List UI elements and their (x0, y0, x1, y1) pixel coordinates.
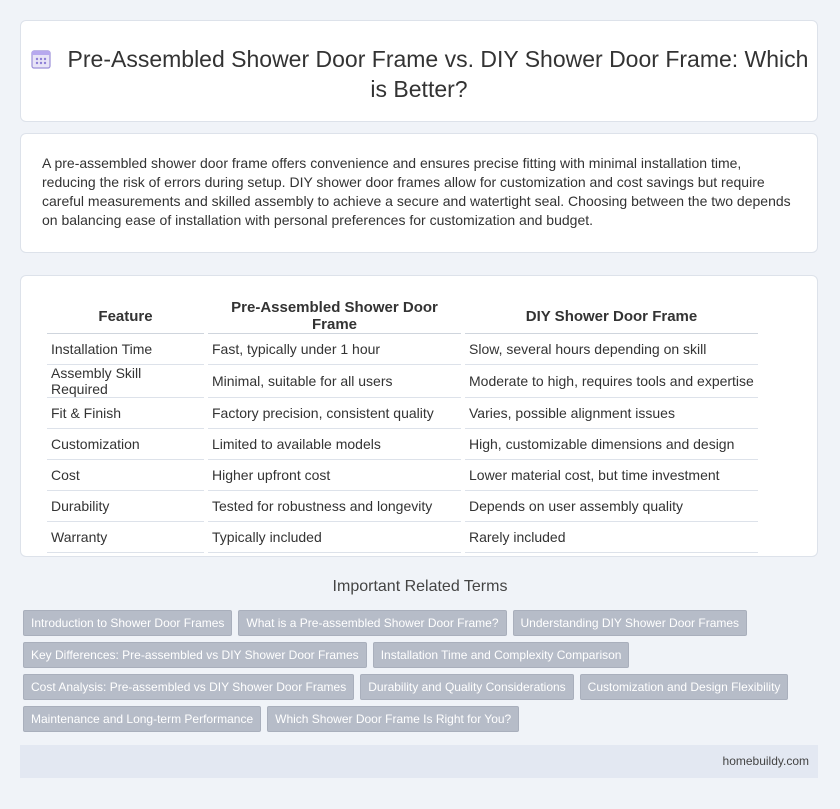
footer-site-link[interactable]: homebuildy.com (722, 754, 809, 768)
related-term-link[interactable]: Introduction to Shower Door Frames (23, 610, 232, 636)
title-card (20, 20, 818, 122)
table-cell: Installation Time (47, 334, 204, 365)
related-term-link[interactable]: Installation Time and Complexity Comparison (373, 642, 630, 668)
table-cell: Typically included (208, 522, 461, 553)
table-cell: Customization (47, 429, 204, 460)
table-cell: Factory precision, consistent quality (208, 398, 461, 429)
table-cell: Lower material cost, but time investment (465, 460, 758, 491)
tag-row (23, 674, 813, 700)
table-cell: Rarely included (465, 522, 758, 553)
tag-row (23, 642, 813, 668)
table-row (47, 429, 758, 460)
table-row (47, 460, 758, 491)
intro-paragraph: A pre-assembled shower door frame offers convenience and ensures precise fitting with minimal installation time, reducing the risk of errors during setup. DIY shower door frames allow for customization and cost savings but require careful measurements and skilled assembly to achieve a secure and watertight seal. Choosing between the two depends on balancing ease of installation with personal preferences for customization and budget. (42, 155, 791, 228)
page-title-wrap (21, 44, 817, 104)
related-term-link[interactable]: Cost Analysis: Pre-assembled vs DIY Shower Door Frames (23, 674, 354, 700)
table-cell: Varies, possible alignment issues (465, 398, 758, 429)
related-term-link[interactable]: Maintenance and Long-term Performance (23, 706, 261, 732)
table-cell: Slow, several hours depending on skill (465, 334, 758, 365)
footer (20, 745, 818, 778)
page-title: Pre-Assembled Shower Door Frame vs. DIY Shower Door Frame: Which is Better? (67, 46, 809, 102)
related-terms-list (23, 610, 813, 738)
table-row (47, 398, 758, 429)
table-row (47, 522, 758, 553)
table-cell: Higher upfront cost (208, 460, 461, 491)
comparison-card (20, 275, 818, 557)
table-cell: Moderate to high, requires tools and expertise (465, 365, 758, 398)
table-cell: Fit & Finish (47, 398, 204, 429)
table-cell: Depends on user assembly quality (465, 491, 758, 522)
calendar-icon (30, 48, 52, 70)
table-row (47, 365, 758, 398)
table-cell: Assembly Skill Required (47, 365, 204, 398)
table-row (47, 334, 758, 365)
related-term-link[interactable]: Durability and Quality Considerations (360, 674, 573, 700)
tag-row (23, 706, 813, 732)
table-cell: Fast, typically under 1 hour (208, 334, 461, 365)
tag-row (23, 610, 813, 636)
header-feature: Feature (47, 295, 204, 334)
table-cell: Minimal, suitable for all users (208, 365, 461, 398)
table-cell: Tested for robustness and longevity (208, 491, 461, 522)
table-header-row (47, 295, 758, 334)
table-cell: Warranty (47, 522, 204, 553)
related-term-link[interactable]: What is a Pre-assembled Shower Door Frame? (238, 610, 506, 636)
related-term-link[interactable]: Which Shower Door Frame Is Right for You? (267, 706, 519, 732)
related-terms-heading: Important Related Terms (332, 578, 508, 595)
related-term-link[interactable]: Customization and Design Flexibility (580, 674, 789, 700)
table-cell: Durability (47, 491, 204, 522)
table-row (47, 491, 758, 522)
table-cell: Cost (47, 460, 204, 491)
header-diy: DIY Shower Door Frame (465, 295, 758, 334)
related-term-link[interactable]: Key Differences: Pre-assembled vs DIY Shower Door Frames (23, 642, 367, 668)
table-cell: High, customizable dimensions and design (465, 429, 758, 460)
intro-card (20, 133, 818, 253)
related-term-link[interactable]: Understanding DIY Shower Door Frames (513, 610, 748, 636)
table-cell: Limited to available models (208, 429, 461, 460)
comparison-table (43, 295, 762, 553)
header-pre-assembled: Pre-Assembled Shower Door Frame (208, 295, 461, 334)
